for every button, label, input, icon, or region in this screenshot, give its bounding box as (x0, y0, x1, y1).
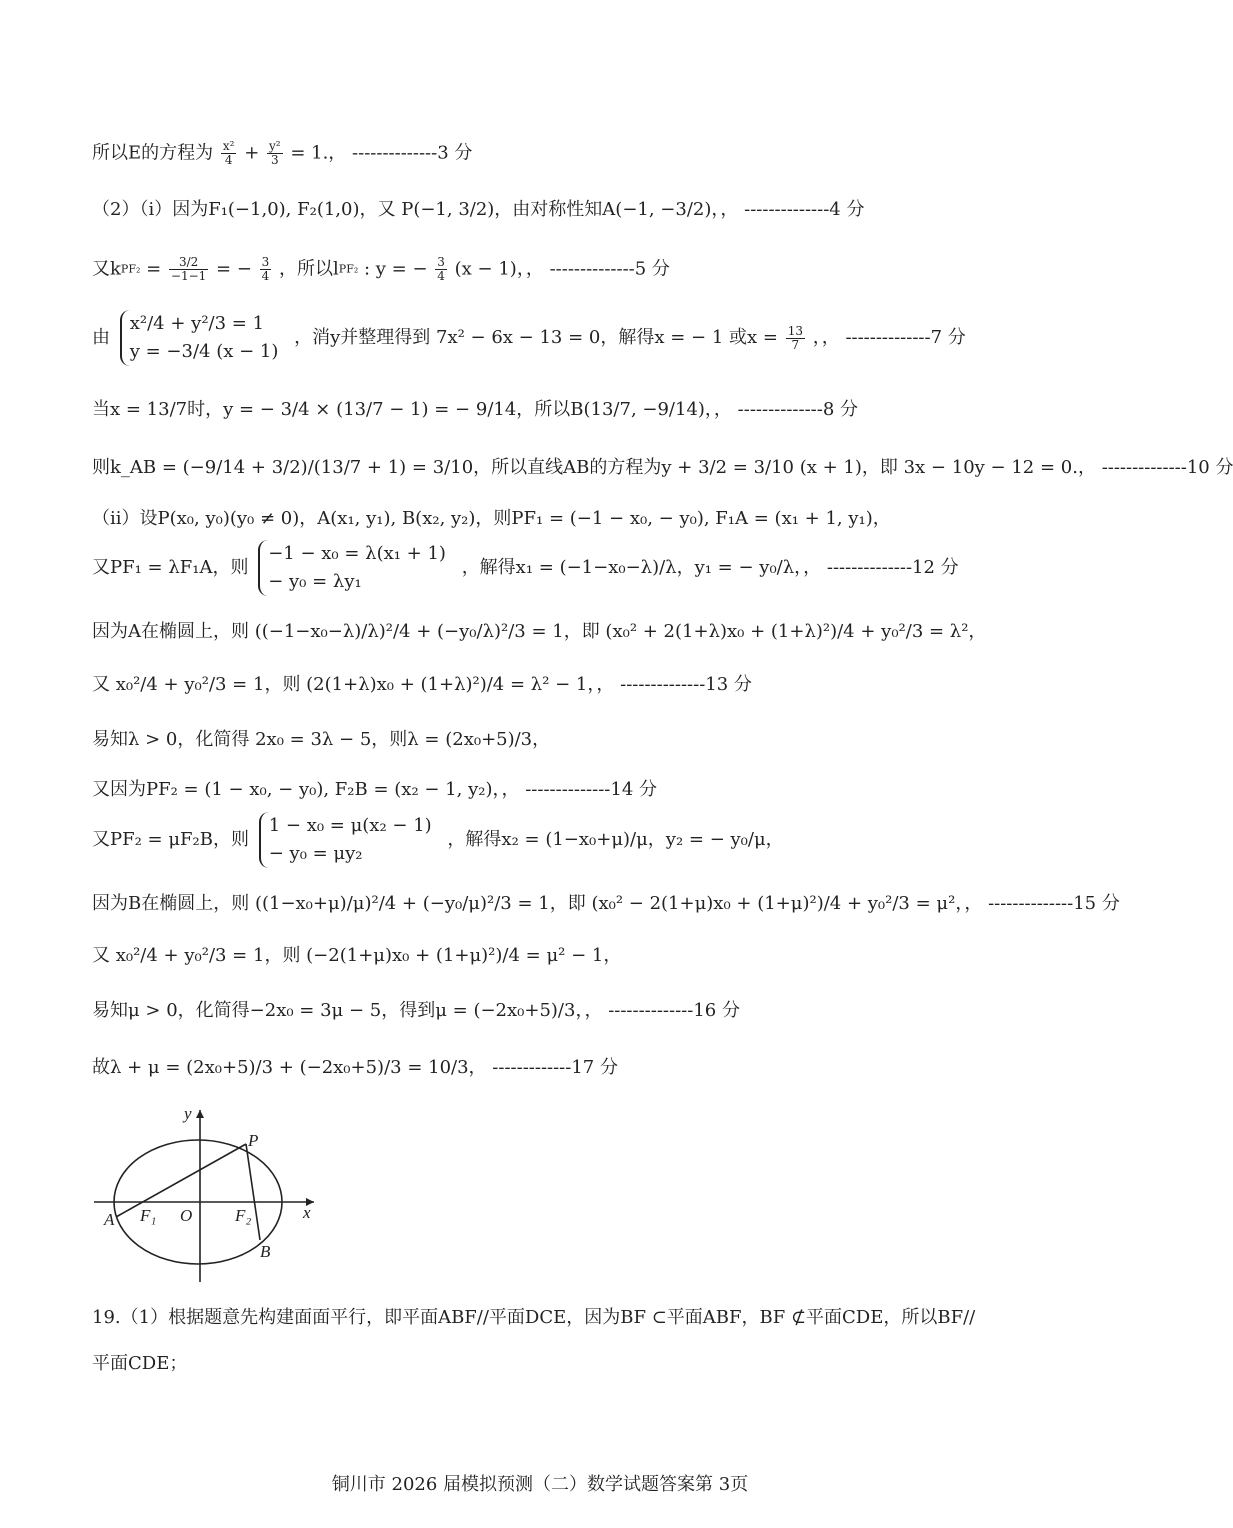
fraction: $\frac{3}{4}$ (261, 255, 270, 283)
fraction: $\frac{\text{x²}}{4}$ (222, 139, 235, 167)
text: 又PF₁ = λF₁A，则 (92, 557, 249, 578)
text: 因为B在椭圆上，则 ((1−x₀+μ)/μ)²/4 + (−y₀/μ)²/3 = 1，即 (x₀² − 2(1+μ)x₀ + (1+μ)²)/4 + y₀²/3 = μ²，， (92, 893, 983, 914)
y-arrow-icon (196, 1110, 204, 1118)
text: ，解得x₁ = (−1−x₀−λ)/λ，y₁ = − y₀/λ，， (461, 557, 822, 578)
line-1 (92, 140, 472, 167)
text: 易知μ > 0，化简得−2x₀ = 3μ − 5，得到μ = (−2x₀+5)/3，， (92, 1000, 603, 1021)
equation-system: x²/4 + y²/3 = 1 y = −3/4 (x − 1) (120, 310, 285, 366)
page-footer: 铜川市 2026 届模拟预测（二）数学试题答案第 3页 (331, 1474, 749, 1495)
line-10 (92, 672, 752, 698)
label-x: x (303, 1203, 311, 1222)
line-16 (92, 998, 740, 1024)
text: 19.（1）根据题意先构建面面平行，即平面ABF//平面DCE，因为BF ⊂平面ABF，BF ⊄平面CDE，所以BF// (92, 1307, 976, 1328)
text: 又 x₀²/4 + y₀²/3 = 1，则 (−2(1+μ)x₀ + (1+μ)²)/4 = μ² − 1， (92, 945, 622, 966)
text: + (244, 142, 265, 164)
text: 又因为PF₂ = (1 − x₀, − y₀), F₂B = (x₂ − 1, y₂)，， (92, 779, 520, 800)
fraction: $\frac{3}{4}$ (437, 255, 445, 283)
equation-system: −1 − x₀ = λ(x₁ + 1) − y₀ = λy₁ (258, 540, 452, 596)
text: ，， (812, 327, 840, 348)
text: (x − 1)，， (454, 258, 544, 280)
label-P: P (248, 1131, 259, 1150)
label-F2: F₂ (235, 1206, 252, 1225)
score-mark: --------------8 分 (737, 399, 858, 420)
text: 所以E的方程为 (92, 142, 214, 164)
line-3 (92, 256, 670, 283)
score-mark: --------------12 分 (826, 557, 959, 578)
line-6 (92, 455, 1233, 481)
score-mark: --------------7 分 (845, 327, 966, 348)
subscript: PF₂ (120, 262, 141, 276)
text: = (146, 258, 167, 280)
text: ，消y并整理得到 7x² − 6x − 13 = 0，解得x = − 1 或x = (294, 327, 784, 348)
fraction: $\frac{13}{7}$ (787, 323, 803, 352)
score-mark: --------------15 分 (988, 893, 1120, 914)
line-7 (92, 506, 891, 532)
text: = 1.， (290, 142, 347, 164)
text: 平面CDE； (92, 1353, 188, 1374)
line-8 (92, 540, 959, 596)
label-F1: F₁ (140, 1206, 157, 1225)
text: 又k (92, 258, 121, 280)
label-y: y (184, 1104, 192, 1123)
fraction: $\frac{\text{y²}}{3}$ (269, 139, 281, 167)
text: 易知λ > 0，化简得 2x₀ = 3λ − 5，则λ = (2x₀+5)/3， (92, 729, 551, 750)
text: 故λ + μ = (2x₀+5)/3 + (−2x₀+5)/3 = 10/3， (92, 1057, 487, 1078)
line-15 (92, 943, 621, 969)
text: ，所以l (279, 258, 339, 280)
text: 又 x₀²/4 + y₀²/3 = 1，则 (2(1+λ)x₀ + (1+λ)²)/4 = λ² − 1，， (92, 674, 615, 695)
line-18 (92, 1305, 975, 1331)
line-17 (92, 1055, 618, 1081)
line-4 (92, 310, 966, 366)
subscript: PF₂ (338, 262, 359, 276)
text: （ii）设P(x₀, y₀)(y₀ ≠ 0)，A(x₁, y₁), B(x₂, y₂)，则PF₁ = (−1 − x₀, − y₀), F₁A = (x₁ + 1, y₁)， (92, 508, 891, 529)
fraction: $\frac{3/2}{-1-1}$ (170, 255, 207, 283)
label-A: A (104, 1210, 115, 1229)
line-13 (92, 812, 784, 868)
line-19 (92, 1351, 187, 1377)
label-O: O (180, 1206, 193, 1225)
text: 当x = 13/7时，y = − 3/4 × (13/7 − 1) = − 9/14，所以B(13/7, −9/14)，， (92, 399, 732, 420)
line-2 (92, 197, 864, 223)
text: 又PF₂ = μF₂B，则 (92, 829, 249, 850)
text: 因为A在椭圆上，则 ((−1−x₀−λ)/λ)²/4 + (−y₀/λ)²/3 = 1，即 (x₀² + 2(1+λ)x₀ + (1+λ)²)/4 + y₀²/3 = λ²， (92, 621, 987, 642)
score-mark: --------------13 分 (620, 674, 752, 695)
score-mark: --------------14 分 (525, 779, 657, 800)
line-12 (92, 777, 657, 803)
text: : y = − (363, 258, 434, 280)
text: （2）（i）因为F₁(−1,0), F₂(1,0)，又 P(−1, 3/2)，由对称性知A(−1, −3/2)，， (92, 199, 739, 220)
score-mark: --------------5 分 (549, 258, 670, 280)
text: ，解得x₂ = (1−x₀+μ)/μ，y₂ = − y₀/μ， (447, 829, 784, 850)
line-14 (92, 891, 1120, 917)
score-mark: --------------10 分 (1101, 457, 1233, 478)
line-9 (92, 619, 986, 645)
line-5 (92, 397, 858, 423)
equation-system: 1 − x₀ = μ(x₂ − 1) − y₀ = μy₂ (259, 812, 438, 868)
score-mark: --------------16 分 (608, 1000, 740, 1021)
score-mark: --------------3 分 (352, 142, 473, 164)
score-mark: -------------17 分 (492, 1057, 618, 1078)
score-mark: --------------4 分 (744, 199, 865, 220)
line-11 (92, 727, 550, 753)
label-B: B (260, 1242, 271, 1261)
ellipse-figure (88, 1102, 328, 1287)
text: 由 (92, 327, 110, 348)
text: = − (216, 258, 258, 280)
text: 则k_AB = (−9/14 + 3/2)/(13/7 + 1) = 3/10，所以直线AB的方程为y + 3/2 = 3/10 (x + 1)，即 3x − 10y − 12 = 0.， (92, 457, 1096, 478)
